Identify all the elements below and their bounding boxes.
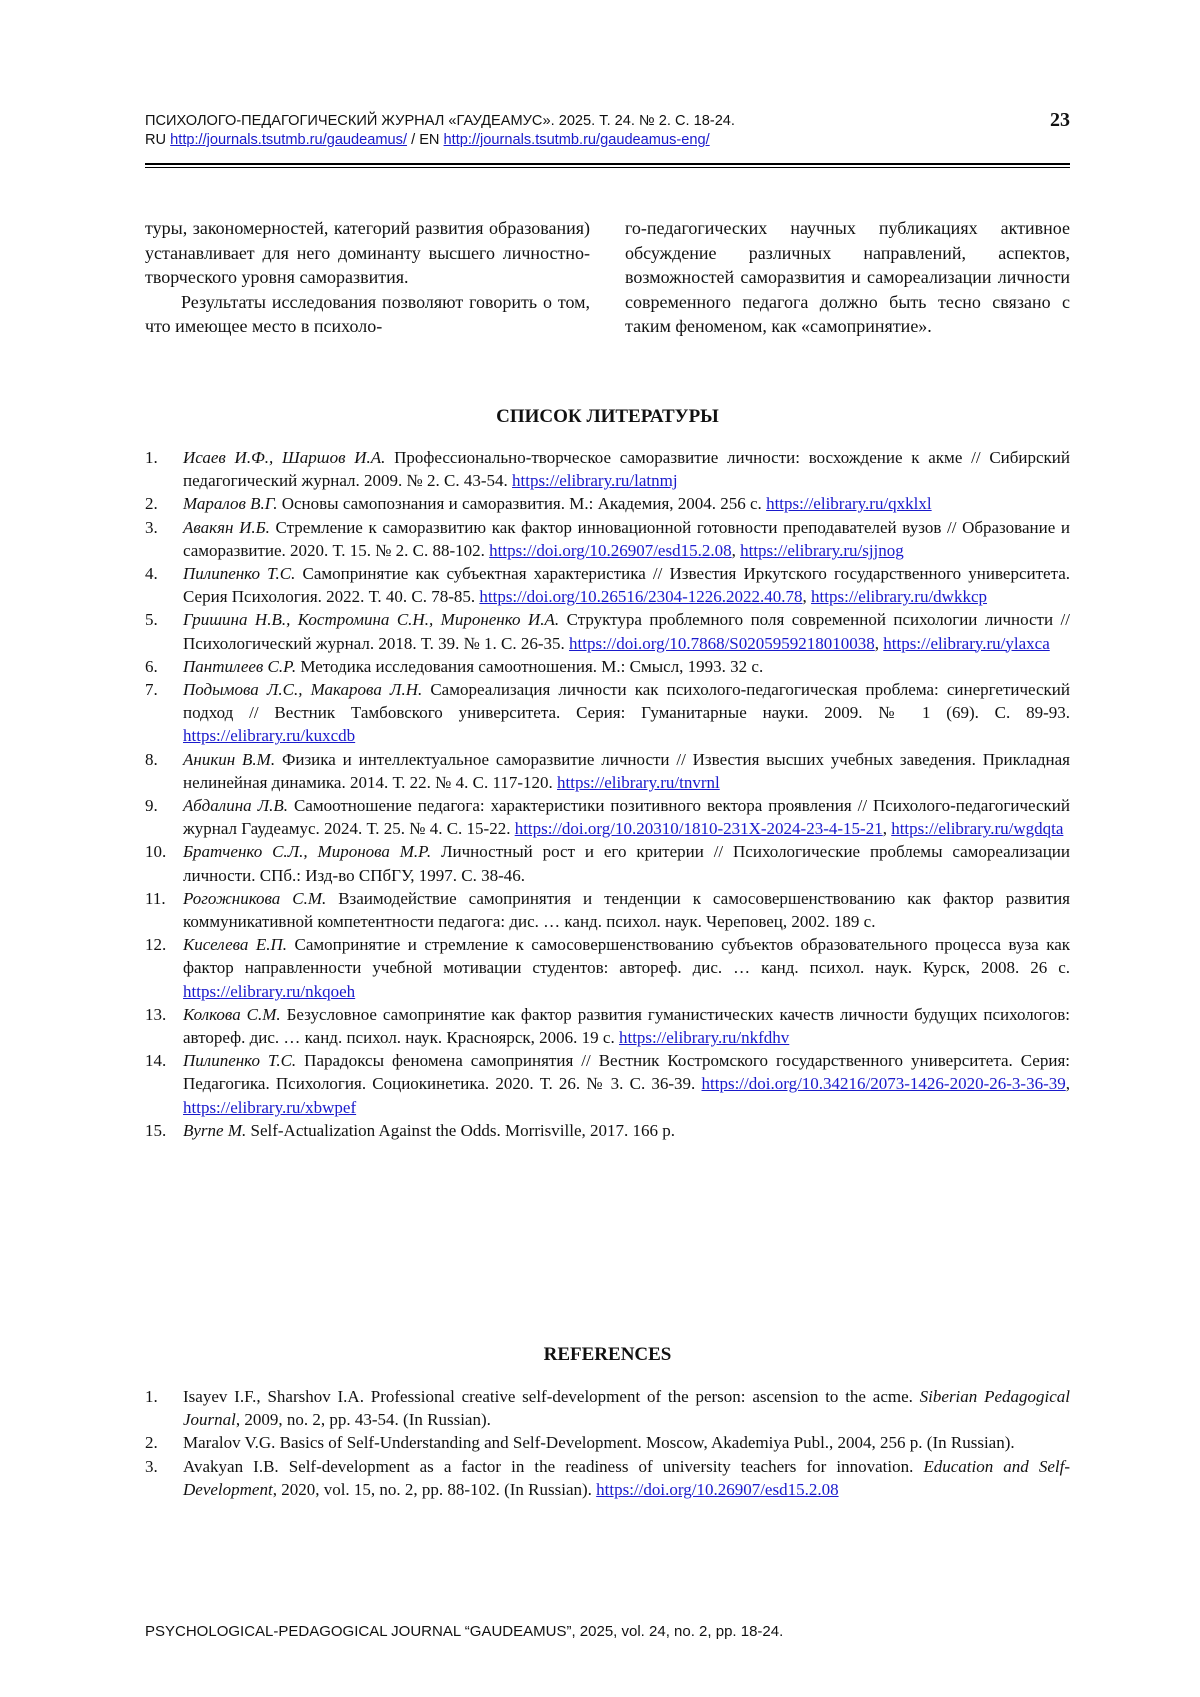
reference-number: 2. bbox=[145, 494, 158, 514]
reference-journal: Education and Self-Development bbox=[183, 1456, 1071, 1499]
reference-journal: Siberian Pedagogical Journal bbox=[183, 1387, 1070, 1430]
reference-text: Самопринятие и стремление к самосовершенствованию субъектов образовательного процесса вуза как фактор направленности учебной мотивации студентов: автореф. дис. … канд. психол. наук. Курск, 2008. 26 с. bbox=[183, 935, 1070, 978]
reference-number: 9. bbox=[145, 796, 158, 816]
journal-citation-line: ПСИХОЛОГО-ПЕДАГОГИЧЕСКИЙ ЖУРНАЛ «ГАУДЕАМУС». 2025. Т. 24. № 2. С. 18-24. bbox=[145, 113, 735, 129]
reference-number: 4. bbox=[145, 564, 158, 584]
reference-authors: Пилипенко Т.С. bbox=[183, 1051, 297, 1071]
reference-item bbox=[145, 562, 1070, 608]
reference-authors: Авакян И.Б. bbox=[183, 517, 270, 537]
reference-authors: Гришина Н.В., Костромина С.Н., Мироненко И.А. bbox=[183, 610, 560, 630]
right-paragraph-1: го-педагогических научных публикациях активное обсуждение различных направлений, аспектов, возможностей саморазвития и самореализации личности современного педагога должно быть тесно связано с таким феноменом, как «самопринятие». bbox=[625, 218, 1070, 337]
reference-number: 8. bbox=[145, 749, 158, 769]
reference-item bbox=[145, 655, 1070, 678]
reference-link[interactable]: https://elibrary.ru/wgdqta bbox=[891, 819, 1064, 839]
header-rule-thick bbox=[145, 163, 1070, 165]
reference-authors: Рогожникова С.М. bbox=[183, 888, 327, 908]
reference-number: 1. bbox=[145, 1387, 158, 1406]
reference-number: 5. bbox=[145, 610, 158, 630]
reference-item bbox=[145, 1049, 1070, 1119]
reference-text: Self-Actualization Against the Odds. Morrisville, 2017. 166 p. bbox=[246, 1120, 675, 1140]
reference-number: 2. bbox=[145, 1433, 158, 1453]
en-journal-link[interactable]: http://journals.tsutmb.ru/gaudeamus-eng/ bbox=[443, 132, 710, 148]
reference-number: 11. bbox=[145, 888, 166, 908]
reference-item bbox=[145, 1455, 1070, 1501]
reference-text: Взаимодействие самопринятия и тенденции к самосовершенствованию как фактор развития коммуникативной компетентности педагога: дис. … канд. психол. наук. Череповец, 2002. 189 с. bbox=[183, 888, 1070, 932]
reference-link[interactable]: https://elibrary.ru/ylaxca bbox=[883, 633, 1050, 653]
reference-link[interactable]: https://elibrary.ru/nkqoeh bbox=[183, 981, 356, 1001]
reference-authors: Пилипенко Т.С. bbox=[183, 564, 296, 584]
reference-authors: Исаев И.Ф., Шаршов И.А. bbox=[183, 448, 386, 467]
right-column bbox=[625, 216, 1070, 339]
link-separator: , bbox=[731, 540, 741, 560]
reference-number: 7. bbox=[145, 680, 158, 700]
reference-number: 15. bbox=[145, 1120, 167, 1140]
reference-item bbox=[145, 1119, 1070, 1142]
link-separator: , bbox=[882, 819, 892, 839]
url-separator: / bbox=[407, 132, 420, 148]
reference-item bbox=[145, 446, 1070, 492]
left-paragraph-1: туры, закономерностей, категорий развития образования) устанавливает для него доминанту высшего личностно-творческого уровня саморазвития. bbox=[145, 218, 590, 288]
reference-text: Основы самопознания и саморазвития. М.: Академия, 2004. 256 с. bbox=[277, 494, 767, 514]
reference-item bbox=[145, 887, 1070, 933]
reference-link[interactable]: https://elibrary.ru/kuxcdb bbox=[183, 726, 356, 746]
page-number: 23 bbox=[1050, 109, 1070, 131]
reference-authors: Колкова С.М. bbox=[183, 1004, 281, 1024]
running-header bbox=[145, 109, 1070, 150]
reference-number: 3. bbox=[145, 517, 158, 537]
reference-link[interactable]: https://doi.org/10.26907/esd15.2.08 bbox=[489, 540, 732, 560]
ru-references-heading: СПИСОК ЛИТЕРАТУРЫ bbox=[496, 406, 719, 427]
reference-item bbox=[145, 1385, 1070, 1431]
reference-details: , 2009, no. 2, pp. 43-54. (In Russian). bbox=[235, 1410, 491, 1430]
header-rule-thin bbox=[145, 167, 1070, 168]
reference-text: Maralov V.G. Basics of Self-Understanding and Self-Development. Moscow, Akademiya Publ., 2004, 256 p. (In Russian). bbox=[183, 1433, 1015, 1453]
left-paragraph-2: Результаты исследования позволяют говорить о том, что имеющее место в психоло- bbox=[145, 291, 590, 337]
reference-number: 3. bbox=[145, 1456, 158, 1476]
reference-text: Структура проблемного поля современной психологии личности // Психологический журнал. 2018. Т. 39. № 1. С. 26-35. bbox=[183, 610, 1070, 653]
reference-number: 14. bbox=[145, 1051, 167, 1071]
reference-link[interactable]: https://doi.org/10.26907/esd15.2.08 bbox=[596, 1479, 839, 1499]
reference-text: Профессионально-творческое саморазвитие личности: восхождение к акме // Сибирский педагогический журнал. 2009. № 2. С. 43-54. bbox=[183, 448, 1070, 491]
reference-item bbox=[145, 516, 1070, 562]
reference-details: , 2020, vol. 15, no. 2, pp. 88-102. (In Russian). bbox=[272, 1479, 597, 1499]
reference-item bbox=[145, 608, 1070, 654]
reference-link[interactable]: https://elibrary.ru/tnvrnl bbox=[557, 772, 720, 792]
reference-authors: Byrne M. bbox=[183, 1120, 247, 1140]
reference-number: 12. bbox=[145, 935, 167, 955]
ru-label: RU bbox=[145, 132, 167, 148]
reference-text: Avakyan I.B. Self-development as a factor in the readiness of university teachers for innovation. bbox=[183, 1456, 924, 1476]
ru-reference-list bbox=[145, 446, 1070, 1142]
reference-text: Физика и интеллектуальное саморазвитие личности // Известия высших учебных заведения. Прикладная нелинейная динамика. 2014. Т. 22. № 4. С. 117-120. bbox=[183, 749, 1070, 792]
reference-text: Парадоксы феномена самопринятия // Вестник Костромского государственного университета. Серия: Педагогика. Психология. Социокинетика. 2020. Т. 26. № 3. С. 36-39. bbox=[183, 1051, 1070, 1094]
reference-link[interactable]: https://doi.org/10.20310/1810-231X-2024-23-4-15-21 bbox=[514, 819, 883, 839]
reference-authors: Пантилеев С.Р. bbox=[183, 656, 297, 676]
reference-link[interactable]: https://elibrary.ru/nkfdhv bbox=[618, 1028, 790, 1048]
reference-authors: Братченко С.Л., Миронова М.Р. bbox=[183, 842, 432, 862]
en-reference-list bbox=[145, 1385, 1070, 1501]
reference-link[interactable]: https://doi.org/10.26516/2304-1226.2022.40.78 bbox=[479, 587, 803, 607]
reference-item bbox=[145, 933, 1070, 1003]
reference-link[interactable]: https://elibrary.ru/xbwpef bbox=[183, 1097, 357, 1117]
left-column bbox=[145, 216, 590, 339]
reference-number: 1. bbox=[145, 448, 158, 467]
reference-text: Безусловное самопринятие как фактор развития гуманистических качеств личности будущих психологов: автореф. дис. … канд. психол. наук. Красноярск, 2006. 19 с. bbox=[183, 1004, 1071, 1048]
reference-link[interactable]: https://doi.org/10.7868/S0205959218010038 bbox=[569, 633, 875, 653]
reference-item bbox=[145, 678, 1070, 748]
reference-text: Самоотношение педагога: характеристики позитивного вектора проявления // Психолого-педагогический журнал Гаудеамус. 2024. Т. 25. № 4. С. 15-22. bbox=[183, 796, 1070, 839]
reference-number: 10. bbox=[145, 842, 167, 862]
reference-item bbox=[145, 1003, 1070, 1049]
reference-number: 13. bbox=[145, 1004, 167, 1024]
link-separator: , bbox=[1065, 1074, 1070, 1094]
reference-link[interactable]: https://elibrary.ru/sjjnog bbox=[740, 540, 904, 560]
reference-link[interactable]: https://elibrary.ru/latnmj bbox=[512, 471, 678, 491]
link-separator: , bbox=[802, 587, 812, 607]
reference-authors: Аникин В.М. bbox=[183, 749, 276, 769]
reference-item bbox=[145, 794, 1070, 840]
reference-link[interactable]: https://doi.org/10.34216/2073-1426-2020-26-3-36-39 bbox=[701, 1074, 1066, 1094]
reference-link[interactable]: https://elibrary.ru/qxklxl bbox=[766, 494, 932, 514]
reference-authors: Подымова Л.С., Макарова Л.Н. bbox=[183, 680, 423, 700]
journal-urls-line bbox=[145, 131, 1070, 150]
running-footer: PSYCHOLOGICAL-PEDAGOGICAL JOURNAL “GAUDEAMUS”, 2025, vol. 24, no. 2, pp. 18-24. bbox=[145, 1623, 784, 1640]
reference-item bbox=[145, 840, 1070, 886]
reference-item bbox=[145, 1431, 1070, 1454]
reference-item bbox=[145, 748, 1070, 794]
link-separator: , bbox=[874, 633, 884, 653]
en-label: EN bbox=[419, 132, 440, 148]
reference-text: Isayev I.F., Sharshov I.A. Professional creative self-development of the person: ascension to the acme. bbox=[183, 1387, 920, 1406]
reference-text: Личностный рост и его критерии // Психологические проблемы самореализации личности. СПб.: Изд-во СПбГУ, 1997. С. 38-46. bbox=[183, 842, 1070, 885]
reference-authors: Киселева Е.П. bbox=[183, 935, 288, 955]
reference-text: Самореализация личности как психолого-педагогическая проблема: синергетический подход // Вестник Тамбовского университета. Серия: Гуманитарные науки. 2009. № 1 (69). С. 89-93. bbox=[183, 680, 1071, 723]
reference-link[interactable]: https://elibrary.ru/dwkkcp bbox=[811, 587, 987, 607]
en-references-heading: REFERENCES bbox=[543, 1344, 672, 1365]
reference-authors: Маралов В.Г. bbox=[183, 494, 278, 514]
reference-text: Методика исследования самоотношения. М.: Смысл, 1993. 32 с. bbox=[296, 656, 764, 676]
reference-authors: Абдалина Л.В. bbox=[183, 796, 288, 816]
reference-item bbox=[145, 492, 1070, 515]
reference-text: Самопринятие как субъектная характеристика // Известия Иркутского государственного университета. Серия Психология. 2022. Т. 40. С. 78-85. bbox=[183, 564, 1070, 607]
reference-number: 6. bbox=[145, 656, 158, 676]
reference-text: Стремление к саморазвитию как фактор инновационной готовности преподавателей вузов // Образование и саморазвитие. 2020. Т. 15. № 2. С. 88-102. bbox=[183, 517, 1070, 560]
ru-journal-link[interactable]: http://journals.tsutmb.ru/gaudeamus/ bbox=[170, 132, 408, 148]
